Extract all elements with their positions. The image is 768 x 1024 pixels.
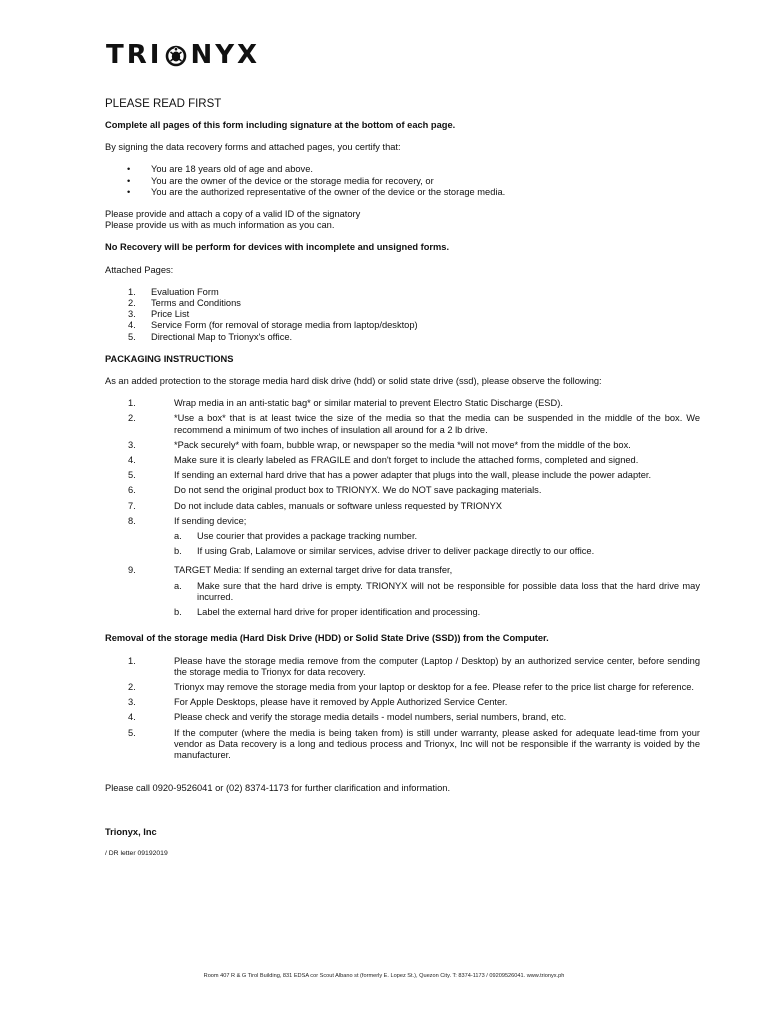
item-number: 7.: [128, 500, 136, 511]
item-number: 2.: [128, 681, 136, 692]
list-item: [105, 440, 700, 451]
item-number: 3.: [128, 439, 136, 450]
list-item: [105, 682, 700, 693]
call-info: Please call 0920-9526041 or (02) 8374-1173 for further clarification and information.: [105, 783, 451, 794]
list-item: [105, 712, 700, 723]
turtle-logo-icon: [164, 44, 188, 68]
logo-text-left: TRI: [106, 40, 163, 70]
provide-line: Please provide us with as much information as you can.: [105, 220, 335, 231]
item-text: Do not include data cables, manuals or software unless requested by TRIONYX: [174, 500, 502, 511]
list-item: [105, 656, 700, 678]
item-number: 4.: [128, 320, 136, 331]
sub-item: [174, 546, 700, 557]
item-text: TARGET Media: If sending an external target drive for data transfer,: [174, 565, 453, 576]
item-text: Terms and Conditions: [151, 298, 241, 309]
item-number: 6.: [128, 485, 136, 496]
item-text: Wrap media in an anti-static bag* or similar material to prevent Electro Static Discharge (ESD).: [174, 398, 563, 409]
packaging-list: [105, 398, 700, 622]
list-item: [105, 332, 700, 343]
item-body: [174, 565, 700, 622]
sub-item: [174, 607, 700, 618]
certify-list: [105, 164, 700, 198]
list-item: [105, 565, 700, 622]
sub-letter: a.: [174, 580, 182, 591]
sub-text: If using Grab, Lalamove or similar services, advise driver to deliver package directly to our office.: [197, 546, 595, 557]
item-number: 1.: [128, 286, 136, 297]
item-number: 5.: [128, 331, 136, 342]
list-item: [105, 516, 700, 562]
item-text: Trionyx may remove the storage media from your laptop or desktop for a fee. Please refer to the price list charge for reference.: [174, 681, 695, 692]
footer-address: Room 407 R & G Tirol Building, 831 EDSA cor Scout Albano st (formerly E. Lopez St.), Quezon City. T: 8374-1173 / 09209526041. www.trionyx.ph: [203, 973, 565, 979]
item-text: Directional Map to Trionyx's office.: [151, 331, 293, 342]
list-item: [105, 309, 700, 320]
sub-text: Use courier that provides a package tracking number.: [197, 531, 418, 542]
sub-text: Label the external hard drive for proper identification and processing.: [197, 607, 481, 618]
item-text: If sending an external hard drive that has a power adapter that plugs into the wall, please include the power adapter.: [174, 470, 652, 481]
sub-letter: a.: [174, 531, 182, 542]
item-text: For Apple Desktops, please have it removed by Apple Authorized Service Center.: [174, 697, 508, 708]
item-number: 5.: [128, 470, 136, 481]
list-item: [105, 298, 700, 309]
item-text: If sending device;: [174, 515, 247, 526]
sub-letter: b.: [174, 546, 182, 557]
item-text: *Pack securely* with foam, bubble wrap, or newspaper so the media *will not move* from the middle of the box.: [174, 439, 631, 450]
sub-letter: b.: [174, 607, 182, 618]
certify-intro: By signing the data recovery forms and attached pages, you certify that:: [105, 142, 401, 153]
letter-body: [105, 97, 700, 870]
list-item: [105, 470, 700, 481]
attached-label: Attached Pages:: [105, 264, 174, 275]
item-number: 1.: [128, 655, 136, 666]
item-text: Evaluation Form: [151, 286, 219, 297]
document-reference: / DR letter 09192019: [105, 849, 168, 857]
item-number: 4.: [128, 455, 136, 466]
list-item: [105, 455, 700, 466]
item-text: Make sure it is clearly labeled as FRAGILE and don't forget to include the attached forms, completed and signed.: [174, 455, 639, 466]
packaging-heading: PACKAGING INSTRUCTIONS: [105, 353, 234, 364]
list-item: [105, 485, 700, 496]
list-item: • You are the authorized representative of the owner of the device or the storage media.: [105, 187, 700, 198]
company-name: Trionyx, Inc: [105, 827, 157, 838]
item-text: Do not send the original product box to TRIONYX. We do NOT save packaging materials.: [174, 485, 542, 496]
item-number: 3.: [128, 309, 136, 320]
sub-text: Make sure that the hard drive is empty. TRIONYX will not be responsible for possible data loss that the hard drive may incurred.: [197, 580, 700, 602]
provide-line: Please provide and attach a copy of a valid ID of the signatory: [105, 209, 361, 220]
item-number: 1.: [128, 398, 136, 409]
list-item: [105, 320, 700, 331]
list-item: [105, 398, 700, 409]
removal-list: [105, 656, 700, 762]
sub-list: [174, 581, 700, 619]
sub-item: [174, 531, 700, 542]
item-text: *Use a box* that is at least twice the size of the media so that the media can be suspended in the middle of the box. We recommend a minimum of two inches of insulation all around for a 2 lb drive.: [174, 413, 700, 435]
list-item: [105, 697, 700, 708]
attached-pages-list: [105, 287, 700, 343]
list-item: [105, 501, 700, 512]
item-text: Please have the storage media remove from the computer (Laptop / Desktop) by an authorized service center, before sending the storage media to Trionyx for data recovery.: [174, 655, 700, 677]
sub-list: [174, 531, 700, 557]
list-item: • You are 18 years old of age and above.: [105, 164, 700, 175]
list-item: [105, 413, 700, 435]
list-item: [105, 728, 700, 762]
item-number: 2.: [128, 413, 136, 424]
removal-heading: Removal of the storage media (Hard Disk Drive (HDD) or Solid State Drive (SSD)) from the Computer.: [105, 633, 549, 644]
item-number: 2.: [128, 298, 136, 309]
item-text: Service Form (for removal of storage media from laptop/desktop): [151, 320, 418, 331]
page-title: PLEASE READ FIRST: [105, 98, 222, 110]
no-recovery-notice: No Recovery will be perform for devices with incomplete and unsigned forms.: [105, 242, 450, 253]
item-number: 4.: [128, 712, 136, 723]
logo-text-right: NYX: [190, 40, 261, 70]
item-text: Please check and verify the storage media details - model numbers, serial numbers, brand, etc.: [174, 712, 567, 723]
list-item: [105, 287, 700, 298]
list-item: • You are the owner of the device or the storage media for recovery, or: [105, 176, 700, 187]
intro-bold: Complete all pages of this form including signature at the bottom of each page.: [105, 120, 456, 130]
item-text: Price List: [151, 309, 190, 320]
item-number: 5.: [128, 727, 136, 738]
item-number: 9.: [128, 565, 136, 576]
item-text: If the computer (where the media is being taken from) is still under warranty, please asked for adequate lead-time from your vendor as Data recovery is a long and tedious process and Trionyx, Inc will not be responsible if the warranty is voided by the manufacturer.: [174, 727, 700, 760]
sub-item: [174, 581, 700, 603]
trionyx-logo: [106, 40, 260, 70]
packaging-intro: As an added protection to the storage media hard disk drive (hdd) or solid state drive (ssd), please observe the following:: [105, 376, 602, 387]
item-number: 8.: [128, 515, 136, 526]
item-number: 3.: [128, 697, 136, 708]
item-body: [174, 516, 700, 562]
